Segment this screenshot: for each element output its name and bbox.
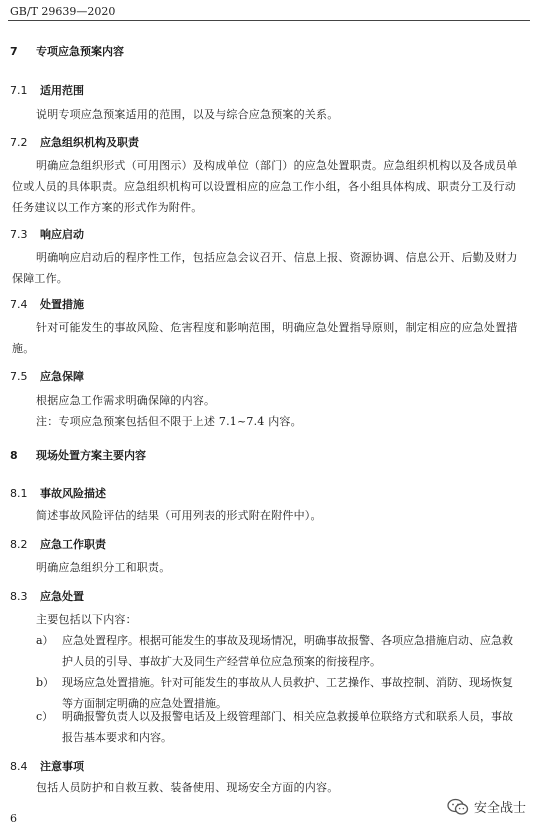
section-8-4-heading [10,758,84,774]
section-7-3-heading [10,226,84,242]
section-title: 响应启动 [40,228,84,241]
list-item-label: a） [36,634,54,647]
list-item-line: 现场应急处置措施。针对可能发生的事故从人员救护、工艺操作、事故控制、消防、现场恢复 [62,676,513,689]
watermark [447,797,526,816]
section-title: 应急组织机构及职责 [40,136,139,149]
section-7-2-heading [10,134,139,150]
body-line: 包括人员防护和自救互救、装备使用、现场安全方面的内容。 [36,781,339,794]
header-rule [8,20,530,21]
list-item-line: 护人员的引导、事故扩大及同生产经营单位应急预案的衔接程序。 [62,655,381,668]
body-line: 明确应急组织分工和职责。 [36,561,171,574]
list-item-text [62,630,513,672]
list-item-line: 等方面制定明确的应急处置措施。 [62,697,227,710]
section-8-heading [10,447,146,463]
section-8-2-body [36,557,170,578]
note-line: 注：专项应急预案包括但不限于上述 7.1~7.4 内容。 [36,415,302,428]
section-number: 8.4 [10,760,28,773]
list-item-line: 报告基本要求和内容。 [62,731,172,744]
body-line: 明确响应启动后的程序性工作，包括应急会议召开、信息上报、资源协调、信息公开、后勤及财力 [36,251,518,264]
section-title: 处置措施 [40,298,84,311]
section-title: 事故风险描述 [40,487,106,500]
body-line: 针对可能发生的事故风险、危害程度和影响范围，明确应急处置指导原则，制定相应的应急处置措 [36,321,518,334]
section-title: 应急保障 [40,370,84,383]
watermark-text: 安全战士 [473,801,526,816]
list-item-text [62,706,513,748]
section-number: 8.1 [10,487,28,500]
section-title: 现场处置方案主要内容 [36,449,146,462]
body-line: 施。 [12,342,35,355]
section-8-4-body [36,777,338,798]
list-item-label: b） [36,676,55,689]
body-line: 简述事故风险评估的结果（可用列表的形式附在附件中）。 [36,509,322,522]
list-item-line: 明确报警负责人以及报警电话及上级管理部门、相关应急救援单位联络方式和联系人员，事故 [62,710,513,723]
body-line: 说明专项应急预案适用的范围，以及与综合应急预案的关系。 [36,108,339,121]
section-number: 8 [10,449,18,462]
body-line: 根据应急工作需求明确保障的内容。 [36,394,216,407]
section-7-heading [10,43,124,59]
section-number: 7.5 [10,370,28,383]
section-7-3-body [12,247,518,289]
section-title: 专项应急预案内容 [36,45,124,58]
section-number: 8.3 [10,590,28,603]
list-item [36,706,526,748]
wechat-icon [447,798,469,816]
body-line: 明确应急组织形式（可用图示）及构成单位（部门）的应急处置职责。应急组织机构以及各成员单 [36,159,518,172]
section-title: 应急处置 [40,590,84,603]
body-line: 主要包括以下内容： [36,613,137,626]
section-title: 应急工作职责 [40,538,106,551]
section-number: 7.1 [10,84,28,97]
section-7-4-heading [10,296,84,312]
section-7-1-body [36,104,338,125]
section-7-2-body [12,155,518,218]
page-number: 6 [10,812,17,825]
section-8-3-intro [36,609,137,630]
section-7-5-heading [10,368,84,384]
section-7-4-body [12,317,518,359]
standard-code: GB/T 29639—2020 [10,5,116,18]
list-item-label: c） [36,710,54,723]
section-number: 7.4 [10,298,28,311]
section-title: 注意事项 [40,760,84,773]
section-number: 7 [10,45,18,58]
list-item [36,630,526,672]
body-line: 任务建议以工作方案的形式作为附件。 [12,201,203,214]
section-number: 7.3 [10,228,28,241]
section-7-5-body [36,390,302,432]
section-number: 7.2 [10,136,28,149]
section-7-1-heading [10,82,84,98]
section-title: 适用范围 [40,84,84,97]
body-line: 保障工作。 [12,272,68,285]
section-8-3-heading [10,588,84,604]
body-line: 位或人员的具体职责。应急组织机构可以设置相应的应急工作小组，各小组具体构成、职责分工及行动 [12,180,516,193]
section-8-2-heading [10,536,106,552]
list-item-line: 应急处置程序。根据可能发生的事故及现场情况，明确事故报警、各项应急措施启动、应急救 [62,634,513,647]
section-8-1-body [36,505,322,526]
section-number: 8.2 [10,538,28,551]
section-8-1-heading [10,485,106,501]
